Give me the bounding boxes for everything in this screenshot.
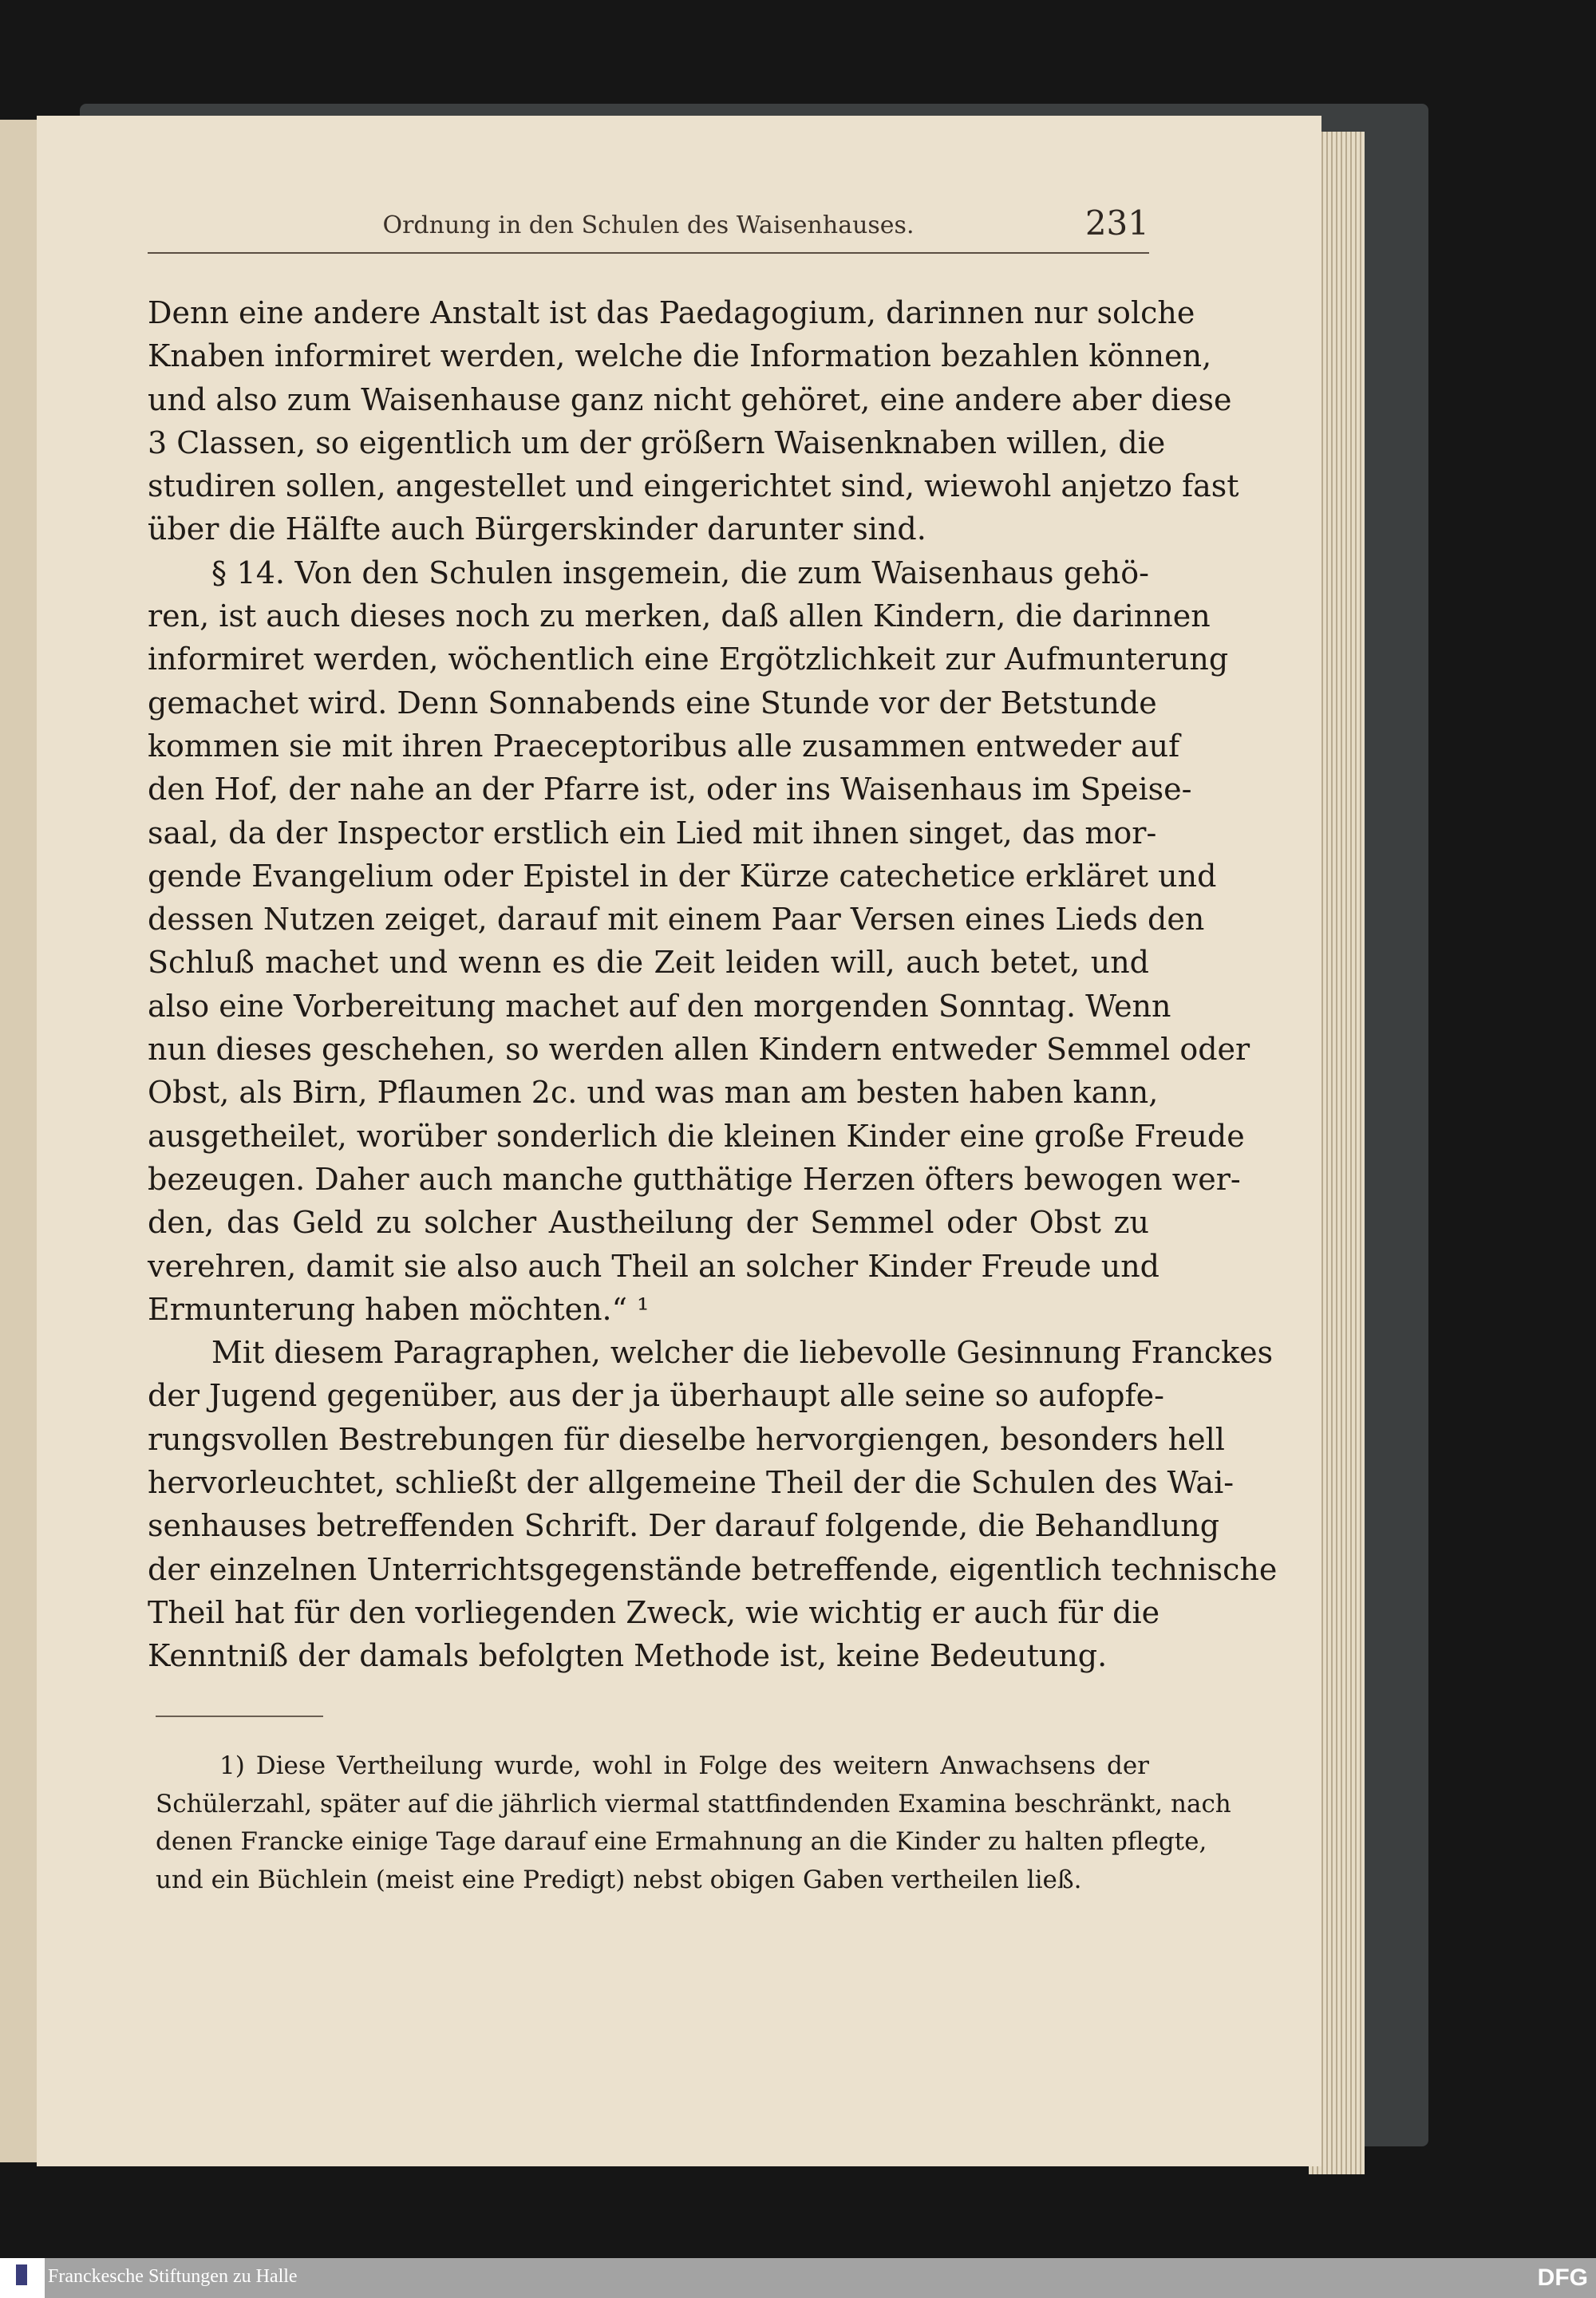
text-line: also eine Vorbereitung machet auf den morgenden Sonntag. Wenn [148,988,1171,1024]
text-line: 3 Classen, so eigentlich um der größern Waisenknaben willen, die [148,424,1166,460]
text-line: senhauses betreffenden Schrift. Der darauf folgende, die Behandlung [148,1508,1220,1544]
text-line: rungsvollen Bestrebungen für dieselbe hervorgiengen, besonders hell [148,1421,1225,1457]
text-line: Mit diesem Paragraphen, welcher die liebevolle Gesinnung Franckes [211,1335,1274,1371]
text-line: saal, da der Inspector erstlich ein Lied mit ihnen singet, das mor- [148,815,1157,851]
left-page-edge [0,120,39,2162]
institution-name[interactable]: Franckesche Stiftungen zu Halle [48,2266,298,2287]
page-number: 231 [1084,203,1149,243]
text-line: hervorleuchtet, schließt der allgemeine Theil der die Schulen des Wai- [148,1465,1235,1501]
text-line: Schluß machet und wenn es die Zeit leiden will, auch betet, und [148,945,1149,981]
footnote-line: und ein Büchlein (meist eine Predigt) nebst obigen Gaben vertheilen ließ. [156,1865,1082,1894]
dfg-logo: DFG [1537,2264,1588,2291]
viewer-footer-bar [0,2258,1596,2298]
text-line: dessen Nutzen zeiget, darauf mit einem Paar Versen eines Lieds den [148,902,1205,938]
text-line: gende Evangelium oder Epistel in der Kürze catechetice erkläret und [148,858,1217,894]
text-line: Kenntniß der damals befolgten Methode ist, keine Bedeutung. [148,1638,1108,1674]
text-line: verehren, damit sie also auch Theil an solcher Kinder Freude und [148,1248,1159,1284]
page-header [148,203,1149,251]
text-line: über die Hälfte auch Bürgerskinder darunter sind. [148,511,926,547]
footnotes [156,1747,1231,1899]
text-line: bezeugen. Daher auch manche gutthätige Herzen öfters bewogen wer- [148,1161,1241,1197]
text-line: informiret werden, wöchentlich eine Ergötzlichkeit zur Aufmunterung [148,642,1229,677]
text-line: ausgetheilet, worüber sonderlich die kleinen Kinder eine große Freude [148,1118,1245,1154]
text-line: studiren sollen, angestellet und eingerichtet sind, wiewohl anjetzo fast [148,468,1239,504]
footnote-line: Schülerzahl, später auf die jährlich viermal stattfindenden Examina beschränkt, nach [156,1789,1231,1818]
running-title: Ordnung in den Schulen des Waisenhauses. [382,211,915,239]
text-line: Denn eine andere Anstalt ist das Paedagogium, darinnen nur solche [148,295,1195,330]
header-rule [148,252,1149,254]
text-line: § 14. Von den Schulen insgemein, die zum Waisenhaus gehö- [211,555,1149,590]
footnote-rule [156,1716,323,1717]
text-line: der einzelnen Unterrichtsgegenstände betreffende, eigentlich technische [148,1551,1278,1587]
text-line: Obst, als Birn, Pflaumen 2c. und was man am besten haben kann, [148,1075,1159,1111]
text-line: gemachet wird. Denn Sonnabends eine Stunde vor der Betstunde [148,685,1157,721]
text-line: Theil hat für den vorliegenden Zweck, wie wichtig er auch für die [148,1594,1160,1630]
text-line: kommen sie mit ihren Praeceptoribus alle zusammen entweder auf [148,728,1180,764]
text-line: nun dieses geschehen, so werden allen Kindern entweder Semmel oder [148,1032,1250,1068]
body-text [148,291,1278,1678]
text-line: und also zum Waisenhause ganz nicht gehöret, eine andere aber diese [148,381,1232,417]
text-line: Knaben informiret werden, welche die Information bezahlen können, [148,338,1212,374]
text-line: ren, ist auch dieses noch zu merken, daß allen Kindern, die darinnen [148,598,1211,634]
footnote-line: denen Francke einige Tage darauf eine Ermahnung an die Kinder zu halten pflegte, [156,1827,1207,1856]
text-line: Ermunterung haben möchten.“ ¹ [148,1291,650,1327]
footnote-line: 1) Diese Vertheilung wurde, wohl in Folge des weitern Anwachsens der [219,1751,1149,1780]
text-line: der Jugend gegenüber, aus der ja überhaupt alle seine so aufopfe- [148,1378,1164,1414]
franckesche-stiftungen-logo-icon [0,2258,45,2298]
text-line: den, das Geld zu solcher Austheilung der Semmel oder Obst zu [148,1205,1149,1241]
text-line: den Hof, der nahe an der Pfarre ist, oder ins Waisenhaus im Speise- [148,772,1192,807]
